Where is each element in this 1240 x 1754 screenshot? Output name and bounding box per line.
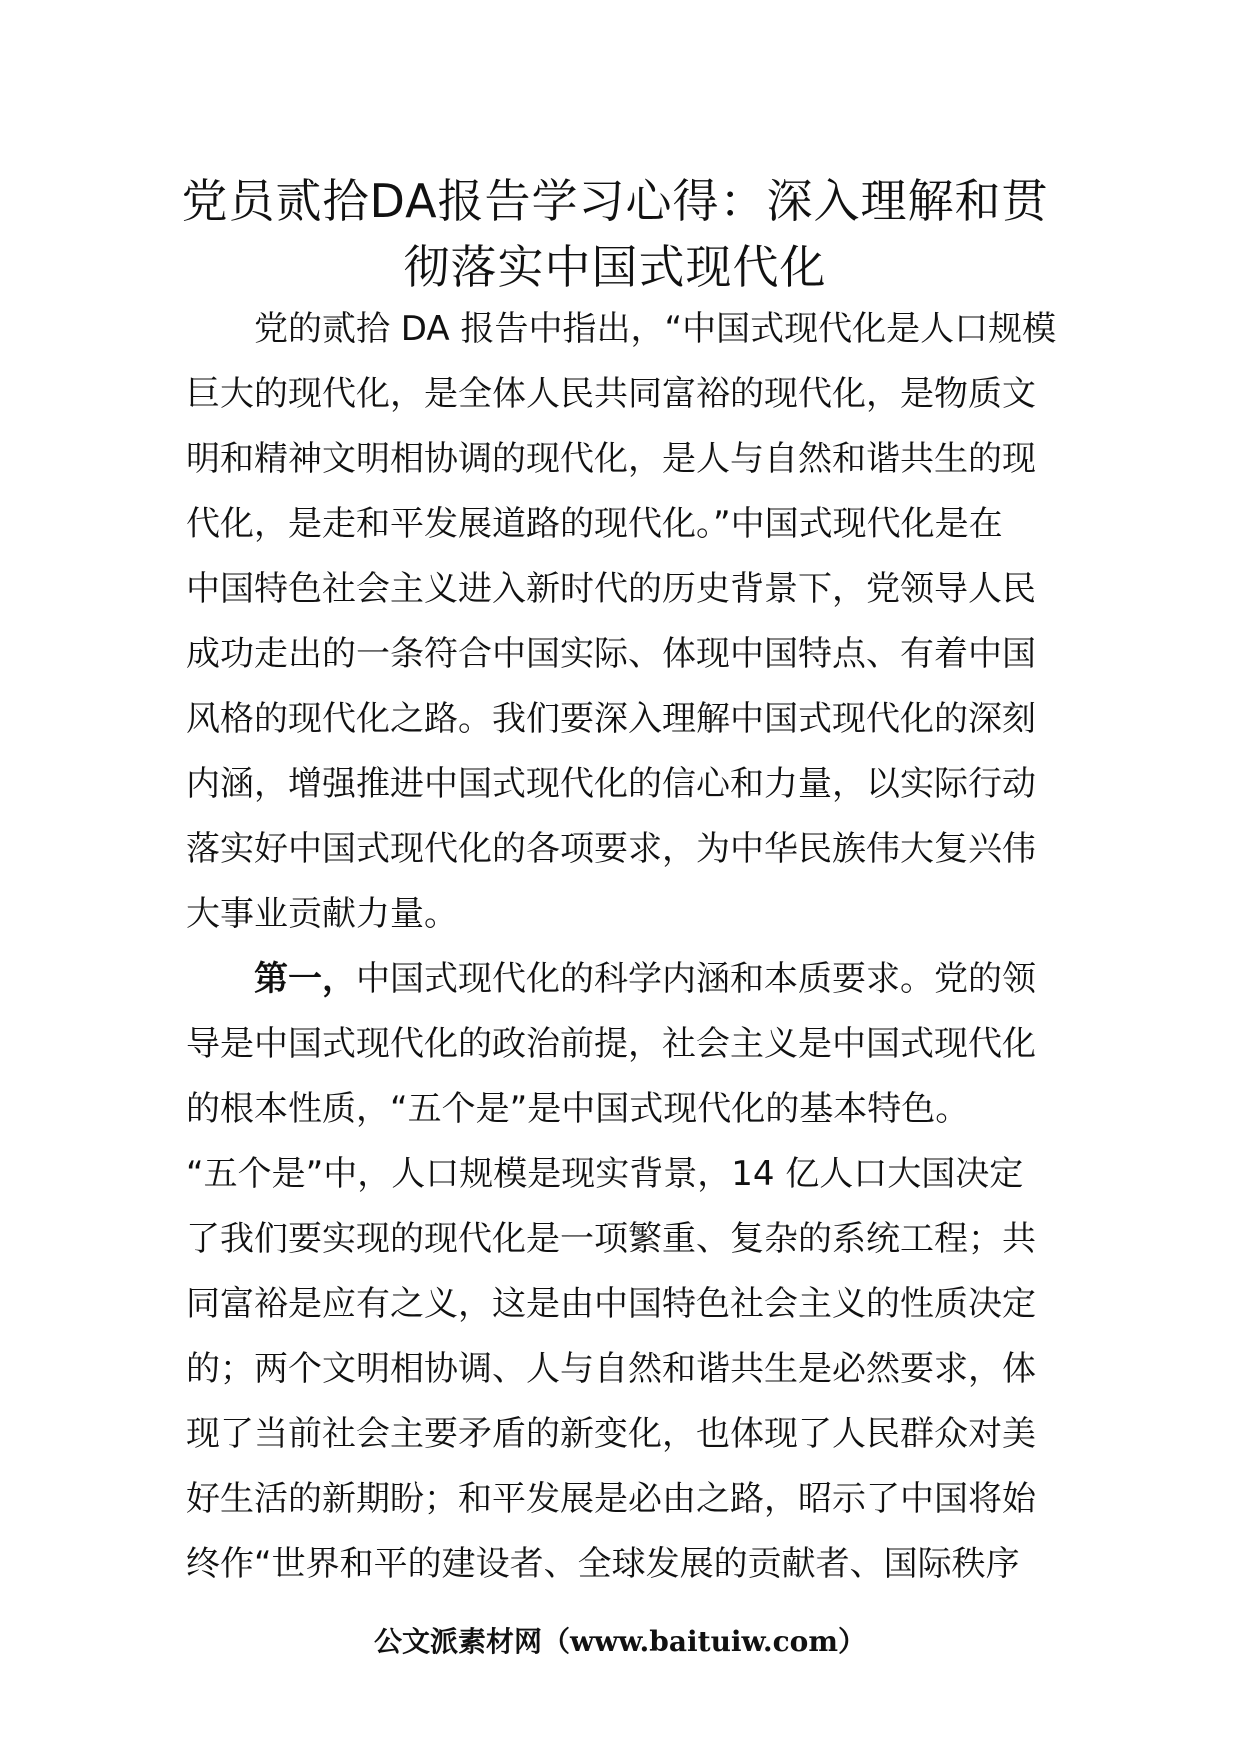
text-line: 风格的现代化之路。我们要深入理解中国式现代化的深刻 — [186, 699, 1036, 739]
text-line: 中国特色社会主义进入新时代的历史背景下，党领导人民 — [186, 569, 1036, 609]
paragraph-lead: 第一， — [254, 959, 356, 999]
document-body — [186, 297, 1056, 1597]
paragraph-intro — [186, 297, 1056, 947]
document-title — [175, 168, 1055, 300]
title-line: 党员贰拾DA报告学习心得：深入理解和贯 — [181, 174, 1049, 228]
text-line: 明和精神文明相协调的现代化，是人与自然和谐共生的现 — [186, 439, 1036, 479]
text-line: 大事业贡献力量。 — [186, 894, 458, 934]
text-line: 落实好中国式现代化的各项要求，为中华民族伟大复兴伟 — [186, 829, 1036, 869]
page-footer: 公文派素材网（www.baituiw.com） — [374, 1625, 866, 1658]
text-line: “五个是”中，人口规模是现实背景，14 亿人口大国决定 — [186, 1154, 1024, 1194]
text-line: 现了当前社会主要矛盾的新变化，也体现了人民群众对美 — [186, 1414, 1036, 1454]
text-line: 成功走出的一条符合中国实际、体现中国特点、有着中国 — [186, 634, 1036, 674]
text-line: 的；两个文明相协调、人与自然和谐共生是必然要求，体 — [186, 1349, 1036, 1389]
text-line: 终作“世界和平的建设者、全球发展的贡献者、国际秩序 — [186, 1544, 1020, 1584]
text-line: 了我们要实现的现代化是一项繁重、复杂的系统工程；共 — [186, 1219, 1036, 1259]
text-line: 内涵，增强推进中国式现代化的信心和力量，以实际行动 — [186, 764, 1036, 804]
text-line: 好生活的新期盼；和平发展是必由之路，昭示了中国将始 — [186, 1479, 1036, 1519]
text-line-rest: 中国式现代化的科学内涵和本质要求。党的领 — [356, 959, 1036, 999]
text-line: 的根本性质，“五个是”是中国式现代化的基本特色。 — [186, 1089, 970, 1129]
text-line: 党的贰拾 DA 报告中指出，“中国式现代化是人口规模 — [254, 309, 1057, 349]
text-line: 导是中国式现代化的政治前提，社会主义是中国式现代化 — [186, 1024, 1036, 1064]
text-line: 代化，是走和平发展道路的现代化。”中国式现代化是在 — [186, 504, 1003, 544]
paragraph-first-point — [186, 947, 1056, 1597]
text-line: 巨大的现代化，是全体人民共同富裕的现代化，是物质文 — [186, 374, 1036, 414]
text-line: 同富裕是应有之义，这是由中国特色社会主义的性质决定 — [186, 1284, 1036, 1324]
title-line: 彻落实中国式现代化 — [403, 240, 827, 294]
text-line — [186, 947, 1056, 1012]
